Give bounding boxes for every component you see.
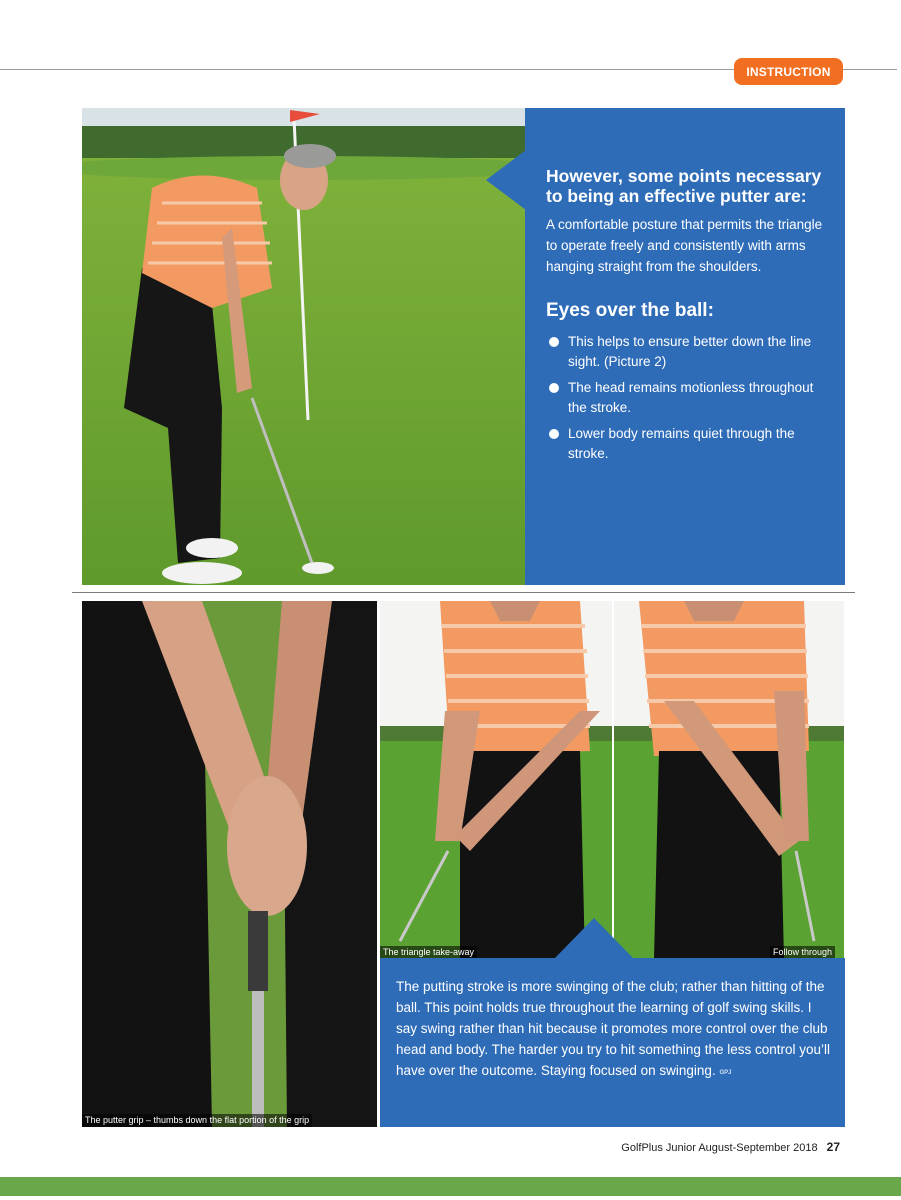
stroke-panel-notch <box>554 918 634 959</box>
stroke-paragraph: The putting stroke is more swinging of the club; rather than hitting of the ball. This point holds true throughout the learning of golf swing skills. I say swing rather than hit because it promotes more control over the club head and body. The harder you try to hit something the less control you’ll have over the outcome. Staying focused on swinging. <box>396 979 831 1078</box>
takeaway-photo <box>380 601 612 959</box>
gpj-signoff: GPJ <box>719 1070 732 1076</box>
bullet-text: The head remains motionless throughout the stroke. <box>568 380 814 415</box>
putting-stance-photo <box>82 108 525 585</box>
eyes-bullet-list <box>546 332 832 464</box>
putter-grip-photo <box>82 601 377 1127</box>
stroke-panel-text <box>396 976 832 1084</box>
bullet-item <box>546 332 832 372</box>
page-footer <box>560 1140 840 1154</box>
eyes-subheading: Eyes over the ball: <box>546 300 714 321</box>
follow-through-photo <box>614 601 844 959</box>
bullet-text: This helps to ensure better down the line sight. (Picture 2) <box>568 334 812 369</box>
section-divider <box>72 592 855 593</box>
bullet-dot-icon <box>549 429 559 439</box>
tips-panel-text <box>546 166 832 470</box>
takeaway-caption: The triangle take-away <box>380 946 477 959</box>
panel-notch <box>486 150 526 210</box>
section-tag: INSTRUCTION <box>734 58 843 85</box>
tips-heading: However, some points necessary to being an effective putter are: <box>546 166 822 206</box>
bullet-item <box>546 424 832 464</box>
follow-through-caption: Follow through <box>770 946 835 959</box>
bullet-dot-icon <box>549 337 559 347</box>
issue-date: August-September 2018 <box>698 1142 818 1154</box>
page-number: 27 <box>826 1140 840 1154</box>
publication-name: GolfPlus Junior <box>621 1142 696 1154</box>
footer-bar <box>0 1177 901 1196</box>
bullet-text: Lower body remains quiet through the stroke. <box>568 426 795 461</box>
tips-body: A comfortable posture that permits the triangle to operate freely and consistently with arms hanging straight from the shoulders. <box>546 217 823 274</box>
bullet-dot-icon <box>549 383 559 393</box>
bullet-item <box>546 378 832 418</box>
grip-caption: The putter grip – thumbs down the flat portion of the grip <box>82 1114 312 1127</box>
